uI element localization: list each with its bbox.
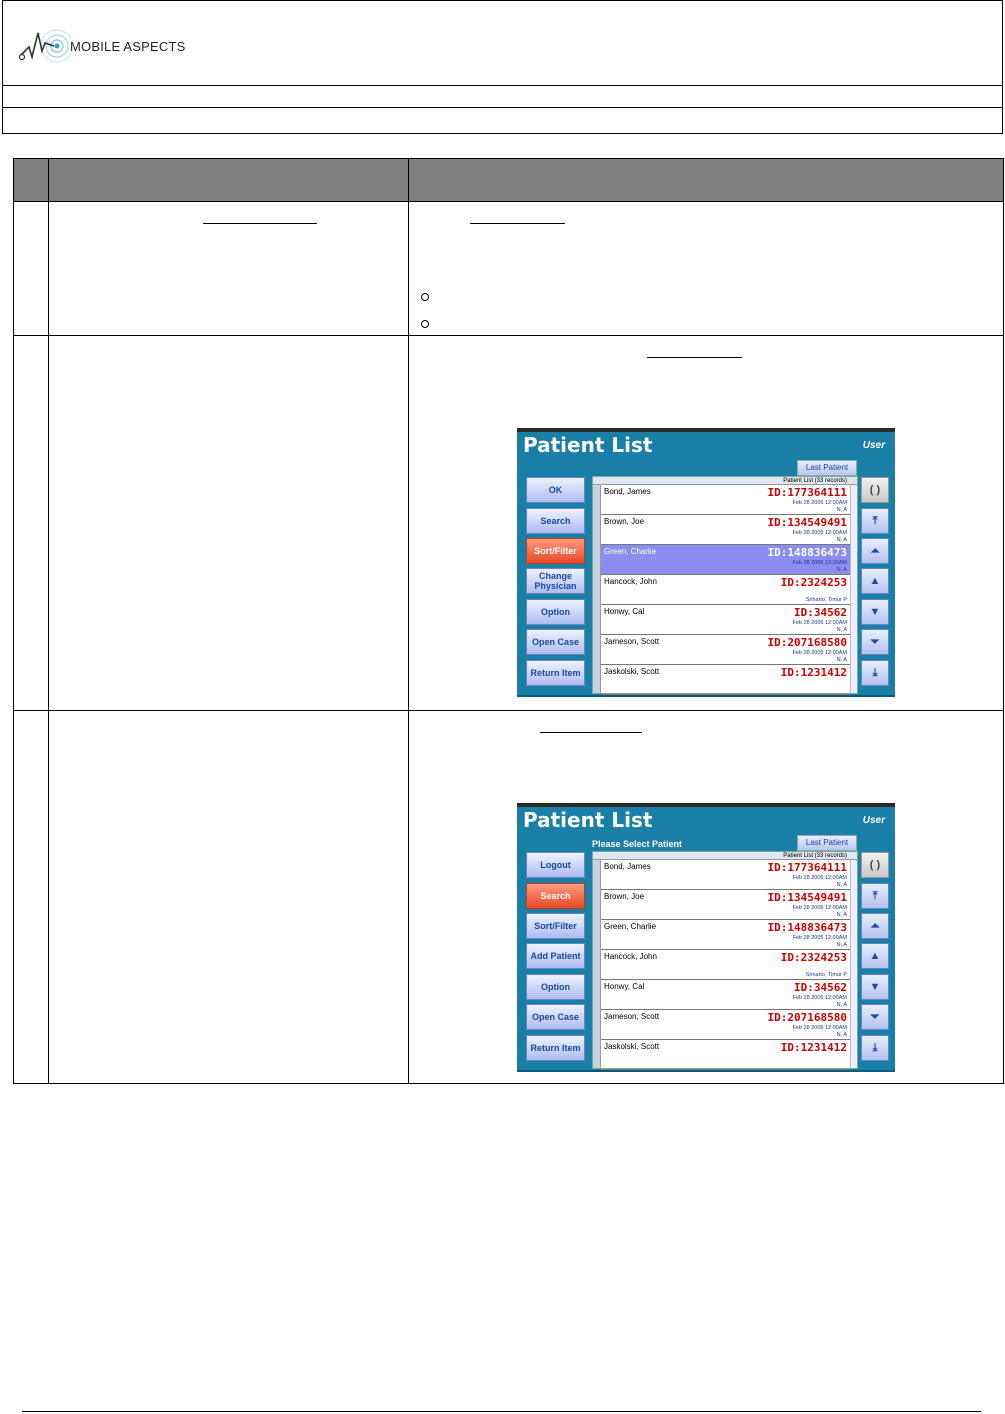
- window-titlebar: [517, 803, 895, 807]
- down-icon[interactable]: ▼: [861, 974, 889, 1000]
- side-button[interactable]: [526, 599, 585, 625]
- patient-id: ID:148836473: [767, 921, 847, 934]
- patient-id: ID:134549491: [767, 891, 847, 904]
- patient-name: Jaskolski, Scott: [604, 667, 660, 676]
- refresh-icon[interactable]: ( ): [861, 477, 889, 503]
- patient-date: Feb 28 2005 12:00AM: [792, 530, 847, 536]
- side-button[interactable]: [526, 477, 585, 503]
- table-row[interactable]: [601, 890, 850, 920]
- down-icon[interactable]: ▼: [861, 599, 889, 625]
- document-header: [2, 0, 1003, 134]
- mobile-aspects-logo-icon: [17, 25, 71, 69]
- side-button-label: Sort/Filter: [534, 546, 577, 556]
- footer-rule: [22, 1411, 981, 1412]
- underline-mark: [203, 223, 317, 224]
- bullet-icon: [421, 293, 429, 301]
- up-icon[interactable]: ▲: [861, 943, 889, 969]
- side-button-label: OK: [548, 485, 563, 495]
- row-divider: [14, 335, 1003, 336]
- patient-name: Jameson, Scott: [604, 1012, 660, 1021]
- last-patient-button[interactable]: Last Patient: [797, 835, 857, 851]
- side-button-label: Open Case: [531, 637, 580, 647]
- patient-id: ID:1231412: [780, 666, 847, 679]
- list-scrollbar[interactable]: [850, 860, 857, 1068]
- patient-id: ID:207168580: [767, 1011, 847, 1024]
- screen-title: Patient List: [523, 433, 653, 457]
- underline-mark: [470, 223, 565, 224]
- patient-date: Feb 28 2005 12:00AM: [792, 875, 847, 881]
- side-button-label: Logout: [540, 860, 571, 870]
- top-icon[interactable]: ⤒: [861, 883, 889, 909]
- top-icon[interactable]: ⤒: [861, 508, 889, 534]
- patient-id: ID:177364111: [767, 486, 847, 499]
- user-label: User: [862, 440, 885, 451]
- table-row[interactable]: [601, 920, 850, 950]
- side-button[interactable]: [526, 538, 585, 564]
- table-row[interactable]: [601, 950, 850, 980]
- patient-id: ID:207168580: [767, 636, 847, 649]
- side-button-label: Add Patient: [530, 951, 581, 961]
- patient-id: ID:2324253: [780, 576, 847, 589]
- table-row[interactable]: [601, 665, 850, 695]
- page-down-icon[interactable]: ⏷: [861, 629, 889, 655]
- side-button-label: Search: [540, 891, 571, 901]
- patient-doctor: Sriharto, Timur P: [805, 972, 847, 978]
- patient-name: Bond, James: [604, 862, 651, 871]
- side-button[interactable]: [526, 629, 585, 655]
- patient-date: Feb 28 2005 12:00AM: [792, 620, 847, 626]
- side-button-label: Sort/Filter: [534, 921, 577, 931]
- side-button[interactable]: [526, 943, 585, 969]
- side-button[interactable]: [526, 913, 585, 939]
- patient-list: [592, 851, 858, 1069]
- table-row[interactable]: [601, 860, 850, 890]
- side-button[interactable]: [526, 508, 585, 534]
- row-selector-gutter: [593, 860, 601, 1068]
- list-header: Patient List (33 records): [593, 852, 857, 860]
- side-button[interactable]: [526, 568, 585, 594]
- side-button-label: Open Case: [531, 1012, 580, 1022]
- screen-title: Patient List: [523, 808, 653, 832]
- patient-date: Feb 28 2005 12:00AM: [792, 995, 847, 1001]
- header-divider: [3, 107, 1002, 108]
- table-header-row: [14, 159, 1003, 201]
- side-button-label: Change Physician: [534, 571, 577, 591]
- table-row[interactable]: [601, 485, 850, 515]
- page-up-icon[interactable]: ⏶: [861, 538, 889, 564]
- bottom-icon[interactable]: ⤓: [861, 1035, 889, 1061]
- patient-doctor: N, A: [836, 507, 847, 513]
- patient-date: Feb 28 2005 12:00AM: [792, 560, 847, 566]
- patient-id: ID:2324253: [780, 951, 847, 964]
- row-selector-gutter: [593, 485, 601, 693]
- table-row[interactable]: [601, 515, 850, 545]
- patient-date: Feb 28 2005 12:00AM: [792, 905, 847, 911]
- column-divider: [408, 159, 409, 1083]
- patient-doctor: N, A: [836, 627, 847, 633]
- last-patient-button[interactable]: Last Patient: [797, 460, 857, 476]
- header-divider: [3, 85, 1002, 86]
- column-divider: [48, 159, 49, 1083]
- row-divider: [14, 710, 1003, 711]
- side-button[interactable]: [526, 883, 585, 909]
- side-button[interactable]: [526, 1004, 585, 1030]
- side-button[interactable]: [526, 1035, 585, 1061]
- patient-name: Honwy, Cal: [604, 607, 645, 616]
- patient-doctor: N, A: [836, 942, 847, 948]
- window-titlebar: [517, 428, 895, 432]
- patient-name: Brown, Joe: [604, 892, 645, 901]
- table-row[interactable]: [601, 575, 850, 605]
- side-button-label: Search: [540, 516, 571, 526]
- user-label: User: [862, 815, 885, 826]
- logo-text: MOBILE ASPECTS: [70, 39, 186, 54]
- bullet-icon: [421, 320, 429, 328]
- patient-name: Hancock, John: [604, 952, 657, 961]
- table-row[interactable]: [601, 635, 850, 665]
- side-button-label: Option: [541, 607, 570, 617]
- patient-doctor: N, A: [836, 912, 847, 918]
- side-button[interactable]: [526, 852, 585, 878]
- patient-name: Jameson, Scott: [604, 637, 660, 646]
- patient-id: ID:34562: [794, 981, 847, 994]
- patient-date: Feb 28 2005 12:00AM: [792, 1025, 847, 1031]
- patient-doctor: Sriharto, Timur P: [805, 597, 847, 603]
- patient-date: Feb 28 2005 12:00AM: [792, 500, 847, 506]
- page-up-icon[interactable]: ⏶: [861, 913, 889, 939]
- side-button-label: Return Item: [530, 668, 581, 678]
- patient-id: ID:177364111: [767, 861, 847, 874]
- side-button[interactable]: [526, 660, 585, 686]
- window-bottom-edge: [517, 695, 895, 697]
- patient-name: Hancock, John: [604, 577, 657, 586]
- bottom-icon[interactable]: ⤓: [861, 660, 889, 686]
- up-icon[interactable]: ▲: [861, 568, 889, 594]
- patient-id: ID:1231412: [780, 1041, 847, 1054]
- patient-name: Brown, Joe: [604, 517, 645, 526]
- list-scrollbar[interactable]: [850, 485, 857, 693]
- patient-list: [592, 476, 858, 694]
- table-row[interactable]: [601, 980, 850, 1010]
- table-row[interactable]: [601, 605, 850, 635]
- table-row[interactable]: [601, 1040, 850, 1070]
- row-divider: [14, 201, 1003, 202]
- patient-doctor: N, A: [836, 882, 847, 888]
- patient-name: Honwy, Cal: [604, 982, 645, 991]
- table-row[interactable]: [601, 545, 850, 575]
- refresh-icon[interactable]: ( ): [861, 852, 889, 878]
- patient-doctor: N, A: [836, 1032, 847, 1038]
- patient-name: Jaskolski, Scott: [604, 1042, 660, 1051]
- patient-list-screen: [517, 428, 895, 697]
- screen-subtitle: Please Select Patient: [592, 839, 683, 849]
- list-header: Patient List (33 records): [593, 477, 857, 485]
- patient-name: Bond, James: [604, 487, 651, 496]
- patient-date: Feb 28 2005 12:00AM: [792, 935, 847, 941]
- side-button-label: Option: [541, 982, 570, 992]
- patient-doctor: N, A: [836, 537, 847, 543]
- page-down-icon[interactable]: ⏷: [861, 1004, 889, 1030]
- window-bottom-edge: [517, 1070, 895, 1072]
- patient-doctor: N, A: [836, 657, 847, 663]
- patient-name: Green, Charlie: [604, 547, 657, 556]
- patient-doctor: N, A: [836, 567, 847, 573]
- underline-mark: [540, 732, 642, 733]
- patient-id: ID:34562: [794, 606, 847, 619]
- patient-doctor: N, A: [836, 1002, 847, 1008]
- patient-name: Green, Charlie: [604, 922, 657, 931]
- patient-id: ID:148836473: [767, 546, 847, 559]
- side-button[interactable]: [526, 974, 585, 1000]
- patient-list-screen: [517, 803, 895, 1072]
- table-row[interactable]: [601, 1010, 850, 1040]
- patient-date: Feb 28 2005 12:00AM: [792, 650, 847, 656]
- underline-mark: [647, 357, 742, 358]
- patient-id: ID:134549491: [767, 516, 847, 529]
- side-button-label: Return Item: [530, 1043, 581, 1053]
